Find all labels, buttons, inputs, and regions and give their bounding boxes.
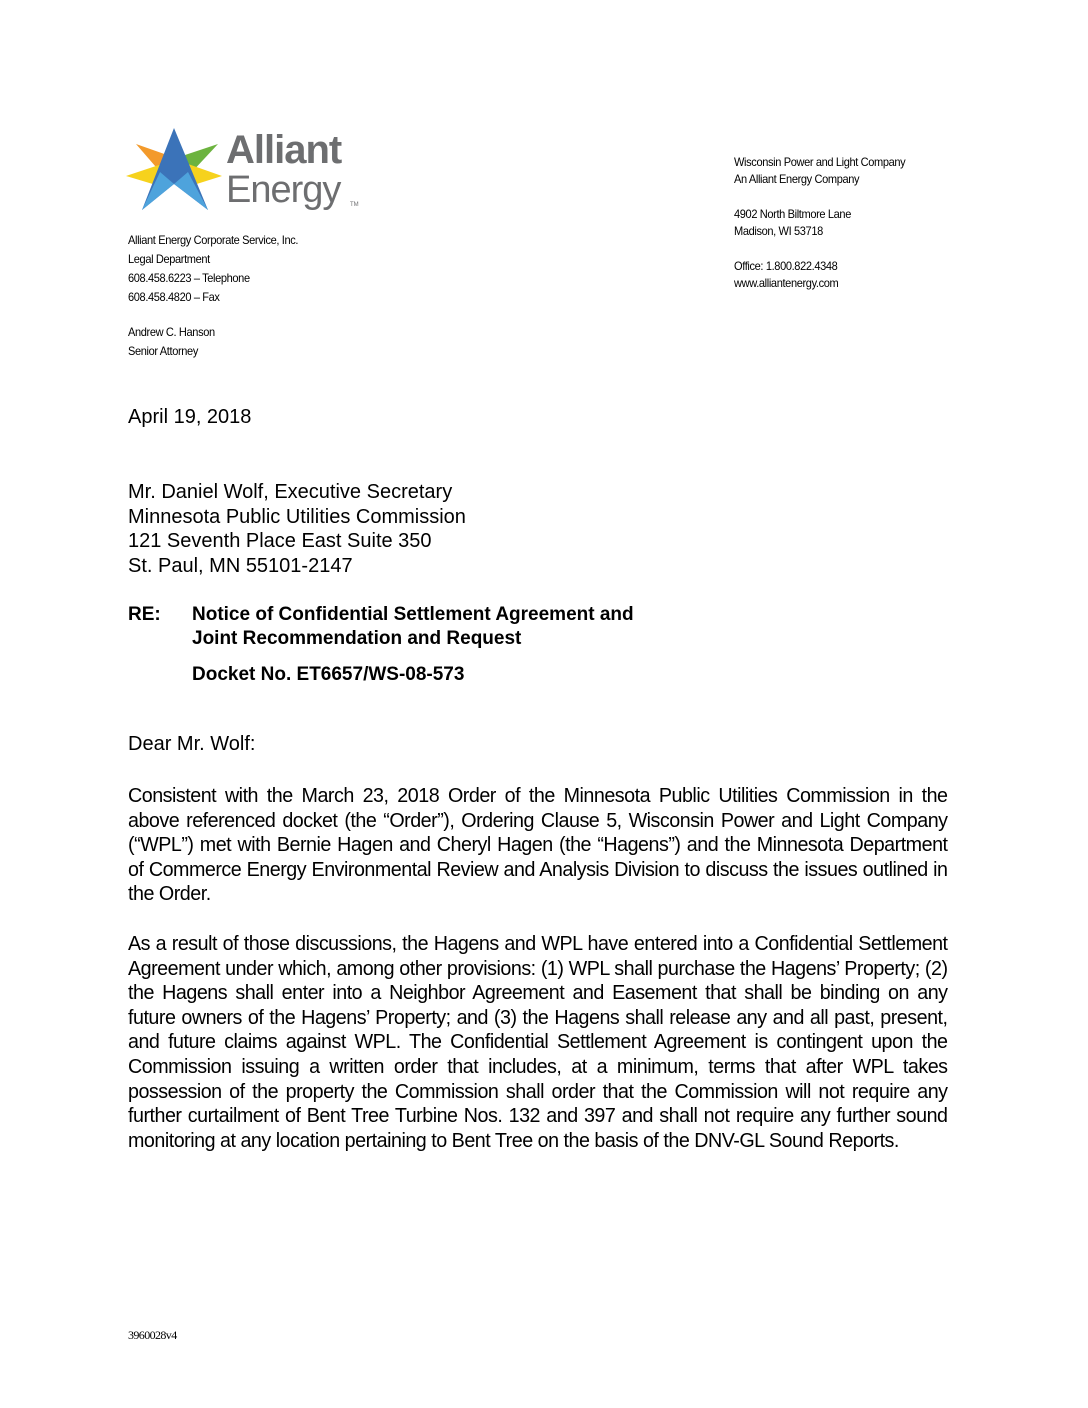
company-street: 4902 North Biltmore Lane [734,207,851,221]
body-paragraph-2: As a result of those discussions, the Hagens and WPL have entered into a Confidential Settlement Agreement under which, among other provisions: (1) WPL shall purchase the Hagens’ Property; (2) the Hagens shall enter into a Neighbor Agreement and Easement that shall be binding on any future owners of the Hagens’ Property; and (3) the Hagens shall release any and all past, present, and future claims against WPL. The Confidential Settlement Agreement is contingent upon the Commission issuing a written order that includes, at a minimum, terms that after WPL takes possession of the property the Commission shall order that the Commission will not require any further curtailment of Bent Tree Turbine Nos. 132 and 397 and shall not require any further sound monitoring at any location pertaining to Bent Tree on the basis of the DNV-GL Sound Reports. [128,933,948,1152]
sender-telephone: 608.458.6223 – Telephone [128,271,250,285]
company-subtitle: An Alliant Energy Company [734,172,860,186]
docket-number: Docket No. ET6657/WS-08-573 [192,664,465,685]
logo-trademark: TM [350,202,359,208]
sender-info-block [128,231,298,361]
company-info-block [734,154,905,292]
company-website[interactable]: www.alliantenergy.com [734,276,839,290]
sender-company: Alliant Energy Corporate Service, Inc. [128,233,299,247]
alliant-energy-logo [126,126,359,214]
recipient-line-4: St. Paul, MN 55101-2147 [128,554,353,577]
company-office-phone: Office: 1.800.822.4348 [734,259,838,273]
subject-line-1: Notice of Confidential Settlement Agreement and [192,604,634,625]
subject-line-2: Joint Recommendation and Request [192,628,522,649]
letter-date: April 19, 2018 [128,406,252,428]
recipient-line-2: Minnesota Public Utilities Commission [128,505,466,528]
logo-word-alliant: Alliant [226,128,342,172]
sender-title: Senior Attorney [128,344,198,358]
sender-department: Legal Department [128,252,210,266]
alliant-star-icon [126,126,226,214]
sender-fax: 608.458.4820 – Fax [128,290,220,304]
logo-word-energy: Energy [226,169,341,211]
company-city: Madison, WI 53718 [734,224,823,238]
recipient-line-1: Mr. Daniel Wolf, Executive Secretary [128,481,453,503]
recipient-line-3: 121 Seventh Place East Suite 350 [128,530,432,552]
salutation: Dear Mr. Wolf: [128,733,256,755]
body-paragraph-1: Consistent with the March 23, 2018 Order of the Minnesota Public Utilities Commission in the above referenced docket (the “Order”), Ordering Clause 5, Wisconsin Power and Light Company (“WPL”) met with Bernie Hagen and Cheryl Hagen (the “Hagens”) and the Minnesota Department of Commerce Energy Environmental Review and Analysis Division to discuss the issues outlined in the Order. [128,785,948,906]
recipient-address [128,480,466,578]
company-name: Wisconsin Power and Light Company [734,155,906,169]
re-label: RE: [128,604,161,625]
sender-name: Andrew C. Hanson [128,325,215,339]
document-id: 3960028v4 [128,1328,177,1342]
